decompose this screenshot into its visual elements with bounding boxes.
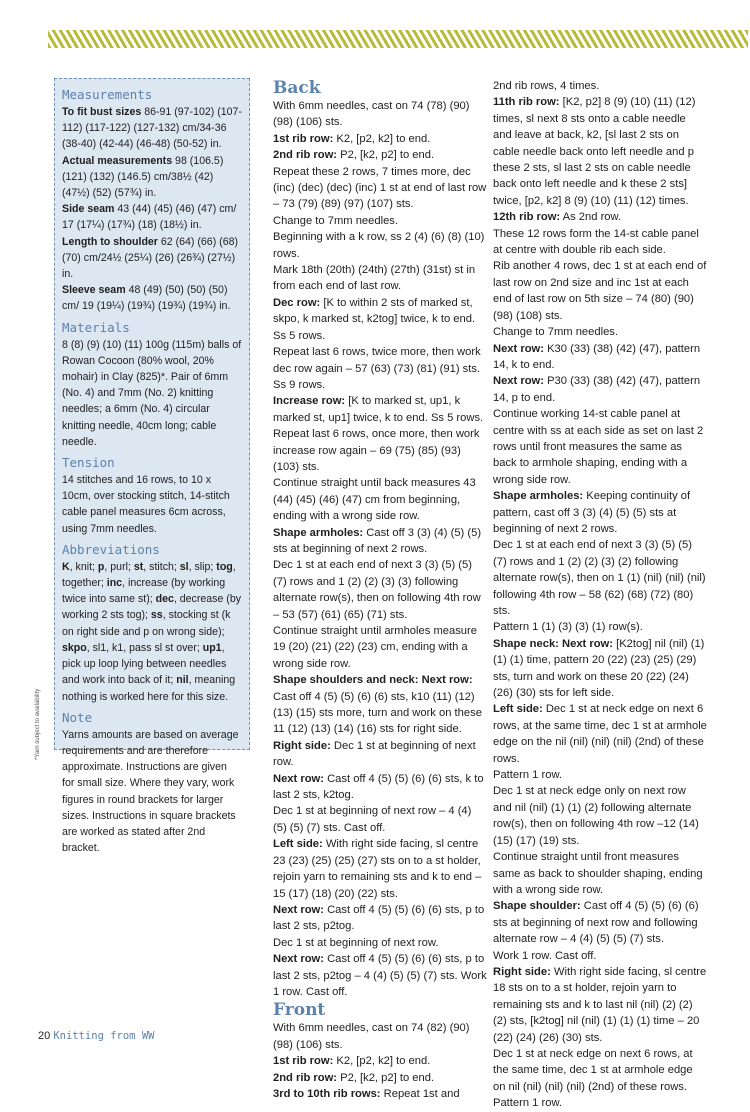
instruction-paragraph xyxy=(273,557,488,623)
instruction-paragraph xyxy=(493,406,707,488)
abbreviation-meaning: , knit; xyxy=(69,560,98,573)
instruction-label: Shape shoulder: xyxy=(493,900,581,913)
instruction-paragraph xyxy=(273,738,488,771)
instruction-text: [K to marked st, up1, k marked st, up1] twice, k to end. Ss 5 rows. Repeat last 6 rows, once more, then work increase row again – 69 (75) (85) (93) (103) sts. xyxy=(273,395,484,473)
abbreviation-term: p xyxy=(97,560,105,573)
measurement-label: Actual measurements xyxy=(62,154,173,167)
instruction-text: Work 1 row. Cast off. xyxy=(493,949,597,962)
instruction-label: Next row: xyxy=(273,772,324,785)
instruction-text: With right side facing, sl centre 18 sts on to a st holder, rejoin yarn to remaining sts and k to last nil (nil) (2) (2) (2) sts, [k2tog] nil (nil) (1) (1) (1) time – 20 (22) (24) (26) (30) sts. xyxy=(493,965,707,1044)
abbreviation-meaning: , stocking st (k on right side and p on wrong side); xyxy=(62,609,231,638)
instruction-label: 3rd to 10th rib rows: xyxy=(273,1087,381,1100)
instruction-paragraph xyxy=(273,951,488,1000)
section-heading: Front xyxy=(273,1000,326,1021)
instruction-label: 1st rib row: xyxy=(273,1055,334,1068)
instruction-label: 2nd rib row: xyxy=(273,1071,338,1084)
instruction-paragraph xyxy=(273,164,488,213)
measurement-value: 86-91 (97-102) (107-112) (117-122) (127-132) cm/34-36 (38-40) (42-44) (46-48) (50-52) in. xyxy=(62,106,242,151)
instruction-paragraph xyxy=(493,373,707,406)
abbreviations-heading: Abbreviations xyxy=(62,541,160,557)
abbreviation-meaning: , meaning nothing is worked here for this size. xyxy=(62,674,236,703)
instruction-text: [K2tog] nil (nil) (1) (1) (1) time, pattern 20 (22) (23) (25) (29) sts, turn and work on these 20 (22) (24) (26) (30) sts for left side. xyxy=(493,637,705,700)
measurement-label: To fit bust sizes xyxy=(62,106,142,118)
instruction-text: Pattern 1 row. xyxy=(493,1097,563,1110)
instruction-text: P2, [k2, p2] to end. xyxy=(337,1071,435,1084)
instruction-paragraph xyxy=(493,1046,707,1095)
instruction-text: Cast off 4 (5) (5) (6) (6) sts, p to last 2 sts, p2tog – 4 (4) (5) (5) (7) sts. Work 1 row. Cast off. xyxy=(273,953,487,998)
instruction-paragraph xyxy=(273,902,488,935)
measurement-item xyxy=(62,104,242,153)
instruction-label: 11th rib row: xyxy=(493,96,560,109)
tension-heading: Tension xyxy=(62,455,115,471)
instruction-label: Next row: xyxy=(273,953,324,966)
instruction-paragraph xyxy=(493,619,707,635)
instruction-paragraph xyxy=(273,98,488,131)
page-footer xyxy=(38,1030,154,1042)
measurement-item xyxy=(62,201,242,233)
instruction-text: Repeat these 2 rows, 7 times more, dec (inc) (dec) (dec) (inc) 1 st at end of last row – 73 (79) (89) (97) (107) sts. xyxy=(273,165,487,211)
instruction-text: Continue straight until front measures same as back to shoulder shaping, ending with a wrong side row. xyxy=(493,851,703,896)
measurement-value: 98 (106.5) (121) (132) (146.5) cm/38½ (42) (47½) (52) (57¾) in. xyxy=(62,154,224,200)
instruction-paragraph xyxy=(493,849,707,898)
instruction-text: With right side facing, sl centre 23 (23) (25) (25) (27) sts on to a st holder, rejoin yarn to remaining sts and k to end – 15 (17) (18) (20) (22) sts. xyxy=(273,838,482,900)
instruction-text: Cast off 3 (3) (4) (5) (5) sts at beginning of next 2 rows. xyxy=(273,526,482,555)
instruction-paragraph xyxy=(493,767,707,783)
instruction-paragraph xyxy=(273,836,488,902)
instruction-paragraph xyxy=(273,147,488,163)
instruction-paragraph xyxy=(493,258,707,324)
instruction-paragraph xyxy=(273,393,488,475)
instruction-text: P2, [k2, p2] to end. xyxy=(337,149,435,162)
instruction-text: Dec 1 st at neck edge on next 6 rows, at the same time, dec 1 st at armhole edge on nil (nil) (nil) (nil) (2nd) of these rows. xyxy=(493,1047,693,1093)
instruction-text: Dec 1 st at each end of next 3 (3) (5) (5) (7) rows and 1 (2) (2) (3) (2) following alternate row(s), then on 1 (1) (nil) (nil) (nil) following 4th row – 58 (62) (68) (72) (80) sts. xyxy=(493,539,706,617)
instruction-paragraph xyxy=(493,783,707,849)
instruction-paragraph xyxy=(493,636,707,702)
instruction-text: Repeat 1st and xyxy=(380,1087,460,1100)
instruction-label: Next row: xyxy=(273,903,324,916)
instruction-text: Dec 1 st at neck edge on next 6 rows, at the same time, dec 1 st at armhole edge on the nil (nil) (nil) (nil) (2nd) of these rows. xyxy=(493,703,707,765)
instruction-paragraph xyxy=(273,475,488,524)
instruction-paragraph xyxy=(493,341,707,374)
instruction-text: Beginning with a k row, ss 2 (4) (6) (8) (10) rows. xyxy=(273,231,485,260)
abbreviation-term: st xyxy=(133,560,144,573)
instruction-label: Right side: xyxy=(493,965,551,978)
abbreviation-meaning: , together; xyxy=(62,560,236,590)
instruction-text: Keeping continuity of pattern, cast off 3 (3) (4) (5) (5) sts at beginning of next 2 rows. xyxy=(493,490,691,535)
decorative-stripe xyxy=(48,30,748,48)
measurement-label: Sleeve seam xyxy=(62,284,126,297)
measurement-label: Side seam xyxy=(62,203,115,216)
instruction-paragraph xyxy=(273,1070,488,1086)
measurement-item xyxy=(62,234,242,283)
instruction-paragraph xyxy=(273,377,488,393)
pattern-column-2 xyxy=(493,78,707,1112)
instruction-text: Cast off 4 (5) (5) (6) (6) sts, p to last 2 sts, p2tog. xyxy=(273,903,485,933)
instruction-text: Dec 1 st at neck edge only on next row and nil (nil) (1) (1) (2) following alternate row(s), then on following 4th row –12 (14) (15) (17) (19) sts. xyxy=(493,785,699,847)
instruction-label: 12th rib row: xyxy=(493,211,561,224)
info-sidebar xyxy=(54,78,250,855)
instruction-paragraph xyxy=(273,623,488,672)
instruction-label: 1st rib row: xyxy=(273,132,334,145)
measurement-label: Length to shoulder xyxy=(62,235,158,248)
instruction-text: Dec 1 st at each end of next 3 (3) (5) (5) (7) rows and 1 (2) (2) (3) (3) following alternate row(s), then on following 4th row – 53 (57) (61) (65) (71) sts. xyxy=(273,559,481,621)
instruction-text: P30 (33) (38) (42) (47), pattern 14, p to end. xyxy=(493,375,701,404)
instruction-text: Change to 7mm needles. xyxy=(273,214,399,227)
instruction-paragraph xyxy=(273,229,488,262)
note-text: Yarns amounts are based on average requirements and are therefore approximate. Instructions are given for small size. Where they vary, work figures in round brackets for larger sizes. Instructions in square brackets are worked as stated after 2nd bracket. xyxy=(62,728,239,855)
instruction-text: Change to 7mm needles. xyxy=(493,326,619,339)
instruction-paragraph xyxy=(273,672,488,738)
instruction-paragraph xyxy=(493,948,707,964)
measurements-list xyxy=(62,104,242,315)
instruction-label: Left side: xyxy=(493,703,543,716)
abbreviation-term: skpo xyxy=(62,641,87,654)
pattern-column-1 xyxy=(273,78,488,1102)
abbreviation-term: K xyxy=(62,560,70,573)
instruction-paragraph xyxy=(273,803,488,836)
instruction-text: K30 (33) (38) (42) (47), pattern 14, k to end. xyxy=(493,342,701,371)
instruction-paragraph xyxy=(273,1053,488,1069)
abbreviation-meaning: , increase (by working twice into same st); xyxy=(62,577,226,606)
instruction-text: As 2nd row. xyxy=(560,211,622,224)
abbreviations-text xyxy=(62,559,242,705)
instruction-label: Next row: xyxy=(493,375,544,388)
measurement-item xyxy=(62,282,242,314)
abbreviation-meaning: , pick up loop lying between needles and work into back of it; xyxy=(62,641,227,687)
abbreviation-meaning: , stitch; xyxy=(143,560,180,573)
instruction-text: Cast off 4 (5) (5) (6) (6) sts at beginning of next row and following alternate row – 4 (4) (5) (5) (7) sts. xyxy=(493,900,699,946)
note-heading: Note xyxy=(62,709,93,725)
abbreviation-term: ss xyxy=(150,609,163,622)
instruction-text: Cast off 4 (5) (5) (6) (6) sts, k to last 2 sts, k2tog. xyxy=(273,772,484,802)
instruction-label: Right side: xyxy=(273,739,331,752)
instruction-paragraph xyxy=(273,935,488,951)
instruction-text: Repeat last 6 rows, twice more, then work dec row again – 57 (63) (73) (81) (91) sts. xyxy=(273,346,481,375)
instruction-paragraph xyxy=(273,771,488,804)
instruction-text: [K2, p2] 8 (9) (10) (11) (12) times, sl next 8 sts onto a cable needle and leave at back, k2, [sl last 2 sts on cable needle back onto left needle and p these 2 sts, sl last 2 sts on cable needle back onto left needle and k these 2 sts] twice, [p2, k2] 8 (9) (10) (11) (12) times. xyxy=(493,96,696,207)
instruction-text: Cast off 4 (5) (5) (6) (6) sts, k10 (11) (12) (13) (15) sts more, turn and work on these 11 (12) (13) (14) (16) sts for right side. xyxy=(273,690,482,736)
instruction-label: Next row: xyxy=(493,342,544,355)
abbreviation-term: dec xyxy=(155,593,174,606)
instruction-paragraph xyxy=(493,209,707,225)
instruction-paragraph xyxy=(273,131,488,147)
instruction-paragraph xyxy=(273,525,488,558)
instruction-text: 2nd rib rows, 4 times. xyxy=(493,80,600,92)
publication-name: Knitting from WW xyxy=(53,1030,155,1042)
instruction-paragraph xyxy=(493,537,707,619)
instruction-text: Dec 1 st at beginning of next row. xyxy=(273,936,439,949)
instruction-paragraph xyxy=(493,324,707,340)
instruction-paragraph xyxy=(493,94,707,209)
instruction-label: Increase row: xyxy=(273,395,346,408)
instruction-label: Dec row: xyxy=(273,296,321,309)
instruction-paragraph xyxy=(493,1095,707,1111)
instruction-text: With 6mm needles, cast on 74 (82) (90) (98) (106) sts. xyxy=(273,1022,470,1051)
instruction-text: Ss 9 rows. xyxy=(273,378,326,391)
yarn-availability-note: *Yarn subject to availability xyxy=(35,688,41,760)
abbreviation-meaning: , purl; xyxy=(104,560,134,573)
measurement-value: 48 (49) (50) (50) (50) cm/ 19 (19¼) (19¾) (19¾) (19¾) in. xyxy=(62,284,231,313)
instruction-label: Shape armholes: xyxy=(493,490,584,503)
instruction-label: Left side: xyxy=(273,838,323,851)
instruction-paragraph xyxy=(273,344,488,377)
instruction-paragraph xyxy=(493,898,707,947)
measurement-item xyxy=(62,153,242,202)
materials-heading: Materials xyxy=(62,319,130,335)
instruction-paragraph xyxy=(273,1020,488,1053)
instruction-paragraph xyxy=(273,295,488,344)
instruction-text: These 12 rows form the 14-st cable panel at centre with double rib each side. xyxy=(493,227,699,257)
instruction-paragraph xyxy=(493,964,707,1046)
instruction-text: Pattern 1 row. xyxy=(493,769,563,782)
instruction-paragraph xyxy=(493,701,707,767)
abbreviation-term: sl xyxy=(179,560,189,573)
instruction-paragraph xyxy=(273,262,488,295)
tension-text: 14 stitches and 16 rows, to 10 x 10cm, over stocking stitch, 14-stitch cable panel measures 6cm across, using 7mm needles. xyxy=(62,474,230,535)
abbreviation-term: nil xyxy=(176,674,189,687)
instruction-text: Dec 1 st at beginning of next row – 4 (4) (5) (5) (7) sts. Cast off. xyxy=(273,805,472,834)
instruction-text: Pattern 1 (1) (3) (3) (1) row(s). xyxy=(493,621,643,634)
materials-text: 8 (8) (9) (10) (11) 100g (115m) balls of Rowan Cocoon (80% wool, 20% mohair) in Clay (825)*. Pair of 6mm (No. 4) and 7mm (No. 2) knitting needles; a 6mm (No. 4) circular knitting needle, 40cm long; cable needle. xyxy=(62,338,242,448)
instruction-label: Shape shoulders and neck: Next row: xyxy=(273,674,473,687)
section-heading: Back xyxy=(273,78,321,98)
instruction-paragraph xyxy=(493,78,707,94)
measurement-value: 62 (64) (66) (68) (70) cm/24½ (25¼) (26) (26¾) (27½) in. xyxy=(62,235,239,281)
instruction-paragraph xyxy=(273,213,488,229)
instruction-label: 2nd rib row: xyxy=(273,149,338,162)
instruction-paragraph xyxy=(493,226,707,259)
instruction-paragraph xyxy=(493,488,707,537)
instruction-text: Dec 1 st at beginning of next row. xyxy=(273,739,476,769)
abbreviation-term: up1 xyxy=(202,641,222,654)
instruction-text: K2, [p2, k2] to end. xyxy=(333,132,431,145)
abbreviation-term: tog xyxy=(216,560,233,573)
page-number: 20 xyxy=(38,1030,51,1042)
instruction-text: With 6mm needles, cast on 74 (78) (90) (98) (106) sts. xyxy=(273,100,470,129)
measurement-value: 43 (44) (45) (46) (47) cm/ 17 (17¼) (17¾) (18) (18½) in. xyxy=(62,203,237,232)
abbreviation-meaning: , decrease (by working 2 sts tog); xyxy=(62,593,242,622)
instruction-label: Shape armholes: xyxy=(273,526,364,539)
abbreviation-meaning: , sl1, k1, pass sl st over; xyxy=(86,641,203,654)
instruction-text: [K to within 2 sts of marked st, skpo, k marked st, k2tog] twice, k to end. Ss 5 rows. xyxy=(273,296,476,342)
instruction-label: Shape neck: Next row: xyxy=(493,637,613,650)
instruction-text: Continue working 14-st cable panel at centre with ss at each side as set on last 2 rows until front measures the same as back to armhole shaping, ending with a wrong side row. xyxy=(493,408,704,486)
abbreviation-meaning: , slip; xyxy=(188,560,217,573)
instruction-paragraph xyxy=(273,1086,488,1102)
instruction-text: Continue straight until armholes measure 19 (20) (21) (22) (23) cm, ending with a wrong side row. xyxy=(273,625,477,670)
instruction-text: Mark 18th (20th) (24th) (27th) (31st) st in from each end of last row. xyxy=(273,264,476,293)
abbreviation-term: inc xyxy=(106,577,123,590)
instruction-text: Continue straight until back measures 43 (44) (45) (46) (47) cm from beginning, ending with a wrong side row. xyxy=(273,477,476,523)
instruction-text: Rib another 4 rows, dec 1 st at each end of last row on 2nd size and inc 1st at each end of last row on 5th size – 74 (80) (90) (98) (108) sts. xyxy=(493,260,707,322)
measurements-heading: Measurements xyxy=(62,87,153,102)
instruction-text: K2, [p2, k2] to end. xyxy=(333,1055,431,1068)
